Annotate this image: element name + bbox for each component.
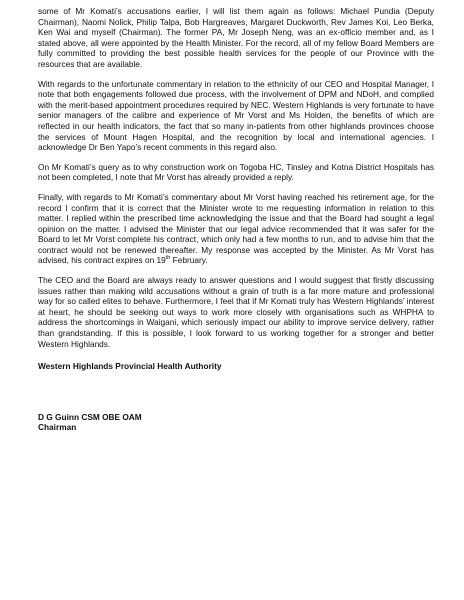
paragraph-construction-query: On Mr Komati’s query as to why construction work on Togoba HC, Tinsley and Kotna District Hospitals has not been completed, I note that Mr Vorst has already provided a reply. [38,161,434,183]
signatory-title: Chairman [38,422,77,433]
signatory-name: D G Guinn CSM OBE OAM [38,411,142,422]
paragraph-board-members: some of Mr Komati’s accusations earlier, I will list them again as follows: Michael Pundia (Deputy Chairman), Naomi Nolick, Philip Talpa, Bob Hargreaves, Margaret Duckworth, Rev James Koi, Leo Berka, Ken Wai and myself (Chairman). The former PA, Mr Joseph Neng, was an ex-officio member and, as I stated above, all were appointed by the Health Minister. For the record, all of my fellow Board Members are fully committed to providing the best possible health services for the people of our Province with the resources that are available. [38,6,434,69]
signature-block [38,412,434,433]
paragraph-retirement-text: Finally, with regards to Mr Komati’s commentary about Mr Vorst having reached his retirement age, for the record I confirm that it is correct that the Minister wrote to me requesting information in relation to this matter. I replied within the prescribed time acknowledging the issue and that the Board had sought a legal opinion on the matter. I advised the Minister that our legal advice recommended that it was safer for the Board to let Mr Vorst complete his contract, which only had a few months to run, and to advise him that the contract would not be renewed thereafter. My response was accepted by the Minister. As Mr Vorst has advised, his contract expires on 19 [38,191,434,266]
paragraph-closing-remarks: The CEO and the Board are always ready to answer questions and I would suggest that firstly discussing issues rather than making wild accusations without a grain of truth is a far more mature and professional way for so called elites to behave. Furthermore, I feel that if Mr Komati truly has Western Highlands’ interest at heart, he should be seeking out ways to work more closely with organisations such as WHPHA to address the shortcomings in Waigani, which seriously impact our ability to improve service delivery, rather than grandstanding. If this is possible, I look forward to us working together for a stronger and better Western Highlands. [38,275,434,349]
paragraph-retirement-age [38,192,434,266]
paragraph-retirement-ending: February. [170,255,208,266]
authority-name: Western Highlands Provincial Health Authority [38,361,222,372]
ordinal-suffix: th [165,255,171,262]
paragraph-ethnicity-commentary: With regards to the unfortunate commentary in relation to the ethnicity of our CEO and Hospital Manager, I note that both engagements followed due process, with the involvement of DPM and NDoH, and complied with the merit-based appointment procedures required by NEC. Western Highlands is very fortunate to have senior managers of the calibre and experience of Mr Vorst and Ms Holden, the benefits of which are reflected in our health indicators, the fact that so many in-patients from other highlands provinces choose the services of Mount Hagen Hospital, and the recognition by local and international agencies. I acknowledge Dr Ben Yapo’s recent comments in this regard also. [38,78,434,153]
